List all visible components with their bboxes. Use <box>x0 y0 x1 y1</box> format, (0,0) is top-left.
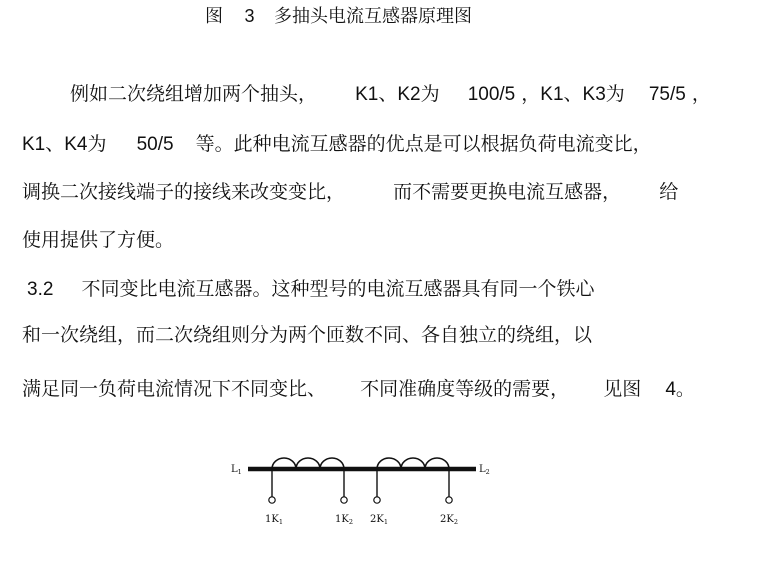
paragraph1-line3 <box>22 180 678 204</box>
tap-label-1k1: $1K_1$ <box>265 514 283 526</box>
terminal-label-l2: $L_2$ <box>479 464 490 476</box>
paragraph2-line2: 和一次绕组，而二次绕组则分为两个匝数不同、各自独立的绕组，以 <box>22 324 593 346</box>
section-number: 3.2 <box>27 279 54 300</box>
text-segment: 不同变比电流互感器。这种型号的电流互感器具有同一个铁心 <box>81 278 595 300</box>
text-segment: K1、K2为 <box>355 84 440 105</box>
text-segment: 100/5 <box>467 84 516 105</box>
text-segment: 4。 <box>665 379 695 400</box>
tap-terminal <box>446 497 452 503</box>
caption-title: 多抽头电流互感器原理图 <box>273 6 472 27</box>
paragraph1-line4: 使用提供了方便。 <box>22 229 175 251</box>
paragraph2-line3 <box>22 377 695 402</box>
tap-terminal <box>341 497 347 503</box>
paragraph1-line1 <box>70 82 711 107</box>
text-segment: ，K1、K3为 <box>521 84 625 105</box>
paragraph1-line2 <box>22 132 652 157</box>
text-segment: 调换二次接线端子的接线来改变变比， <box>22 181 346 203</box>
caption-prefix: 图 <box>205 6 223 27</box>
paragraph2-line1 <box>27 277 595 302</box>
text-segment: ， <box>691 83 711 105</box>
tap-terminal <box>269 497 275 503</box>
current-transformer-diagram <box>225 448 505 532</box>
text-segment: 50/5 <box>136 134 174 155</box>
caption-number: 3 <box>244 6 255 26</box>
text-segment: 给 <box>659 181 679 203</box>
tap-label-2k2: $2K_2$ <box>440 514 458 526</box>
text-segment: 满足同一负荷电流情况下不同变比、 <box>22 378 327 400</box>
text-segment: 等。此种电流互感器的优点是可以根据负荷电流变比， <box>195 133 652 155</box>
tap-label-2k1: $2K_1$ <box>370 514 388 526</box>
text-segment: 例如二次绕组增加两个抽头， <box>70 83 318 105</box>
text-segment: K1、K4为 <box>22 134 107 155</box>
figure-caption <box>205 4 472 29</box>
terminal-label-l1: $L_1$ <box>231 464 242 476</box>
tap-terminal <box>374 497 380 503</box>
text-segment: 不同准确度等级的需要， <box>360 378 570 400</box>
text-segment: 见图 <box>603 378 642 400</box>
text-segment: 而不需要更换电流互感器， <box>393 181 622 203</box>
text-segment: 75/5 <box>648 84 686 105</box>
tap-label-1k2: $1K_2$ <box>335 514 353 526</box>
